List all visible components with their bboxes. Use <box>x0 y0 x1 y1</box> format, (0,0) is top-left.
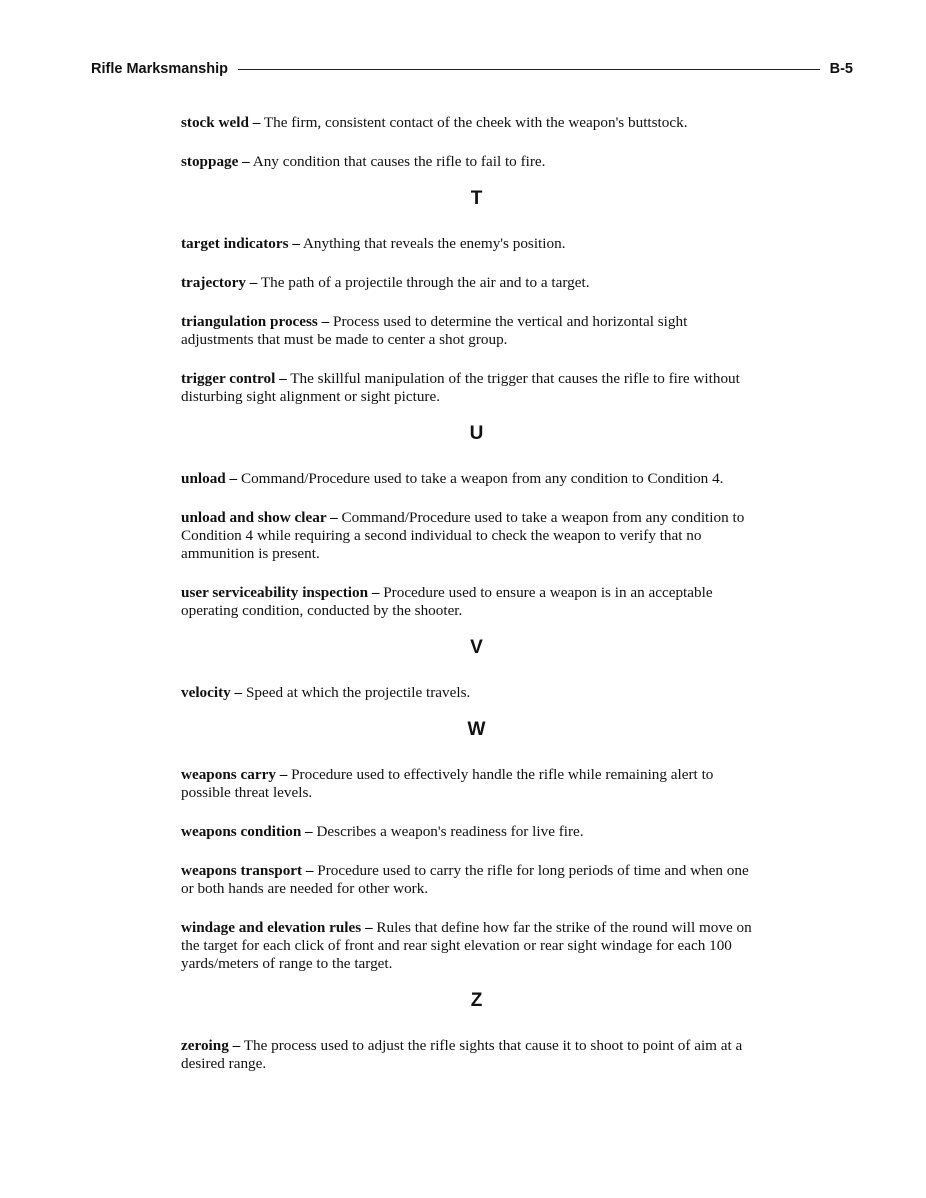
glossary-term: weapons carry – <box>181 766 288 783</box>
section-letter: U <box>469 423 484 444</box>
glossary-entry <box>181 274 763 292</box>
section-letter-heading <box>181 188 763 210</box>
glossary-definition: Describes a weapon's readiness for live fire. <box>316 823 584 840</box>
glossary-definition: Command/Procedure used to take a weapon from any condition to Condition 4. <box>240 470 724 487</box>
glossary-term: triangulation process – <box>181 313 330 330</box>
glossary-entry <box>181 370 763 406</box>
glossary-definition: Speed at which the projectile travels. <box>245 684 471 701</box>
glossary-entry <box>181 509 763 563</box>
glossary-entry <box>181 862 763 898</box>
section-letter: W <box>467 719 486 740</box>
glossary-definition: The skillful manipulation of the trigger that causes the rifle to fire without disturbing sight alignment or sight picture. <box>181 370 740 405</box>
glossary-term: weapons condition – <box>181 823 313 840</box>
section-letter-heading <box>181 423 763 445</box>
glossary-term: unload – <box>181 470 238 487</box>
glossary-content <box>181 114 763 1094</box>
section-letter-heading <box>181 990 763 1012</box>
running-title: Rifle Marksmanship <box>91 61 228 77</box>
glossary-entry <box>181 114 763 132</box>
glossary-term: unload and show clear – <box>181 509 338 526</box>
glossary-entry <box>181 313 763 349</box>
glossary-entry <box>181 153 763 171</box>
glossary-term: target indicators – <box>181 235 300 252</box>
glossary-definition: The path of a projectile through the air and to a target. <box>260 274 590 291</box>
glossary-definition: Procedure used to carry the rifle for long periods of time and when one or both hands are needed for other work. <box>181 862 749 897</box>
glossary-definition: Any condition that causes the rifle to fail to fire. <box>252 153 546 170</box>
glossary-entry <box>181 766 763 802</box>
glossary-term: weapons transport – <box>181 862 314 879</box>
glossary-definition: Anything that reveals the enemy's position. <box>302 235 566 252</box>
header-rule <box>238 69 820 70</box>
glossary-entry <box>181 684 763 702</box>
glossary-definition: The firm, consistent contact of the cheek with the weapon's buttstock. <box>263 114 688 131</box>
glossary-term: stock weld – <box>181 114 261 131</box>
glossary-entry <box>181 470 763 488</box>
section-letter-heading <box>181 637 763 659</box>
glossary-term: trigger control – <box>181 370 287 387</box>
glossary-term: velocity – <box>181 684 243 701</box>
glossary-definition: Procedure used to ensure a weapon is in an acceptable operating condition, conducted by the shooter. <box>181 584 713 619</box>
glossary-definition: Process used to determine the vertical and horizontal sight adjustments that must be made to center a shot group. <box>181 313 688 348</box>
page-number: B-5 <box>829 61 853 77</box>
glossary-term: stoppage – <box>181 153 250 170</box>
glossary-entry <box>181 823 763 841</box>
glossary-entry <box>181 919 763 973</box>
glossary-term: windage and elevation rules – <box>181 919 373 936</box>
glossary-entry <box>181 1037 763 1073</box>
glossary-term: user serviceability inspection – <box>181 584 380 601</box>
section-letter: Z <box>470 990 483 1011</box>
glossary-term: trajectory – <box>181 274 258 291</box>
section-letter: V <box>470 637 483 658</box>
glossary-definition: The process used to adjust the rifle sights that cause it to shoot to point of aim at a desired range. <box>181 1037 743 1072</box>
glossary-definition: Rules that define how far the strike of the round will move on the target for each click of front and rear sight elevation or rear sight windage for each 100 yards/meters of range to the target. <box>181 919 752 972</box>
glossary-term: zeroing – <box>181 1037 241 1054</box>
glossary-entry <box>181 584 763 620</box>
glossary-entry <box>181 235 763 253</box>
section-letter: T <box>470 188 483 209</box>
page-header <box>91 59 853 79</box>
glossary-definition: Command/Procedure used to take a weapon from any condition to Condition 4 while requiring a second individual to check the weapon to verify that no ammunition is present. <box>181 509 745 562</box>
glossary-definition: Procedure used to effectively handle the rifle while remaining alert to possible threat levels. <box>181 766 714 801</box>
section-letter-heading <box>181 719 763 741</box>
